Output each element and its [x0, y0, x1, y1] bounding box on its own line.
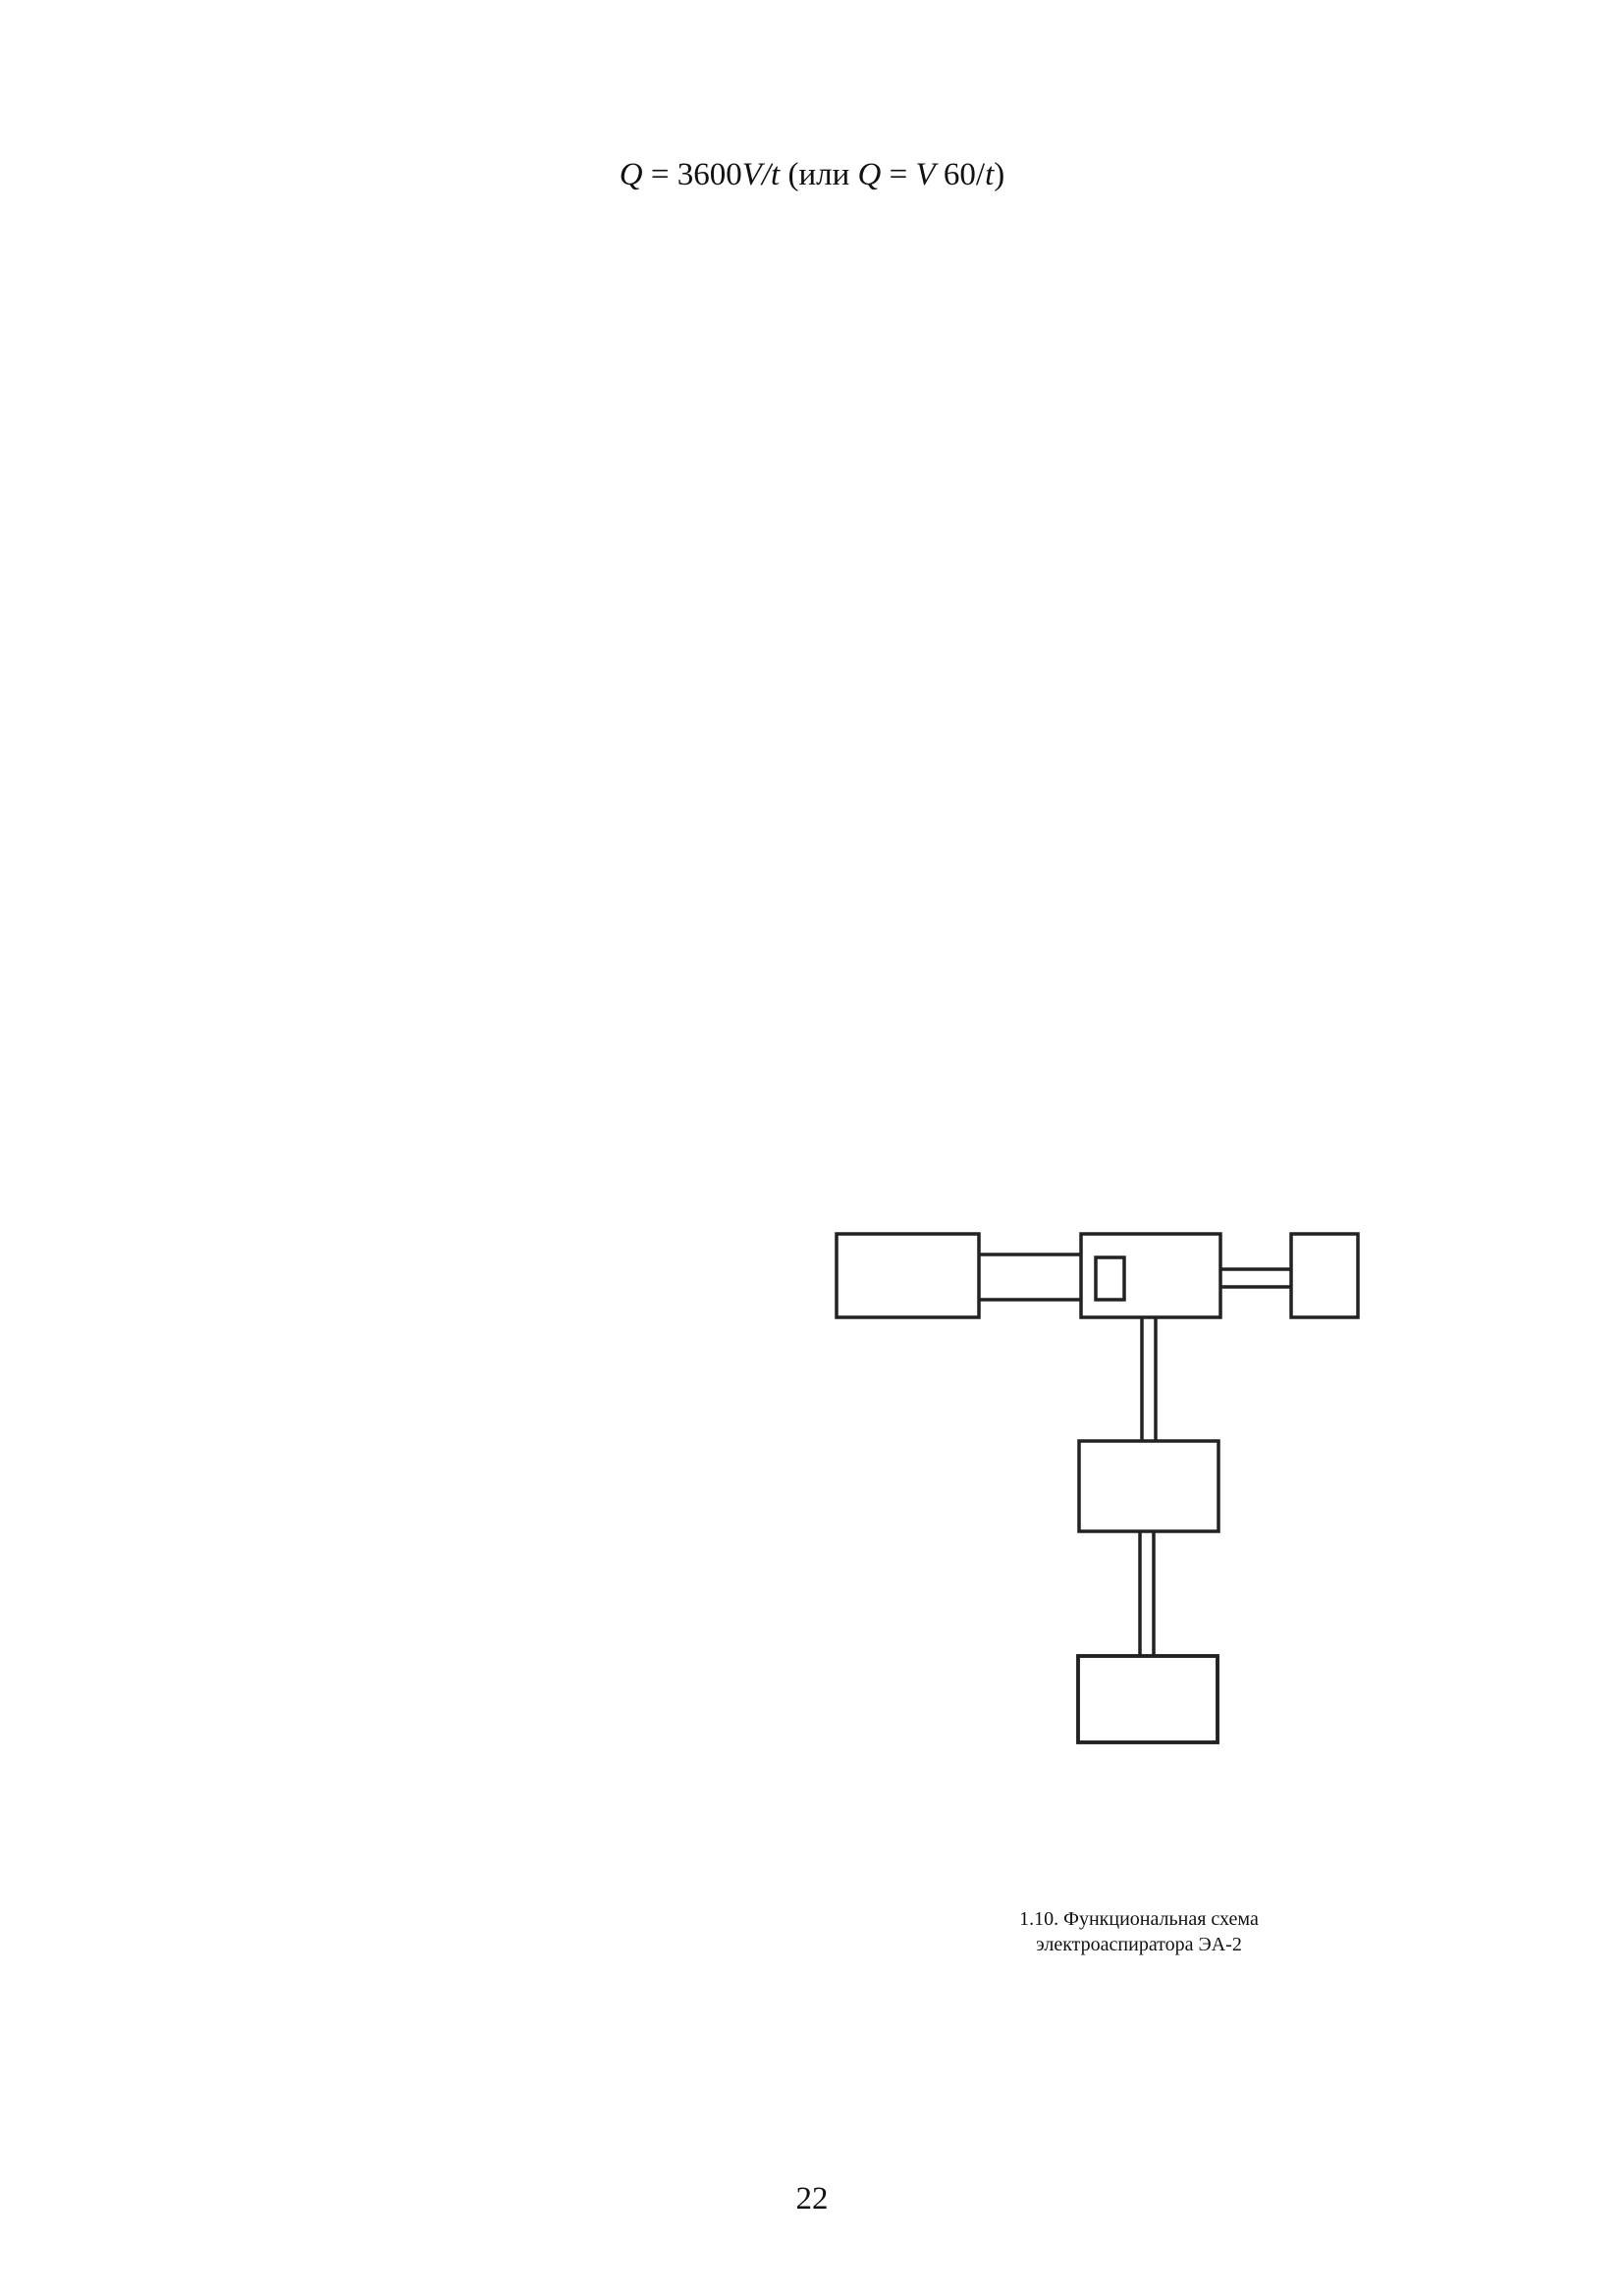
caption-line: 1.10. Функциональная схема: [1019, 1908, 1259, 1930]
formula-var-v: V: [741, 157, 762, 192]
caption-line: электроаспиратора ЭА-2: [1036, 1934, 1242, 1955]
block-4: [1079, 1441, 1218, 1531]
formula-var-t: t: [985, 157, 995, 192]
formula-part: 60/: [935, 157, 986, 192]
formula-part: ): [994, 157, 1005, 192]
formula-part: = 3600: [642, 157, 742, 192]
block-5: [1078, 1656, 1218, 1742]
formula-var-q: Q: [857, 157, 882, 192]
formula-var-v: V: [915, 157, 936, 192]
formula-var-q: Q: [619, 157, 643, 192]
block-1: [837, 1234, 979, 1317]
formula-part: =: [881, 157, 916, 192]
formula-part: (или: [780, 157, 858, 192]
block-2-inner: [1096, 1257, 1124, 1300]
block-2: [1081, 1234, 1220, 1317]
page-number: 22: [795, 2181, 829, 2216]
formula-part: /t: [761, 157, 781, 192]
figure-caption: [923, 1906, 1355, 1957]
block-3: [1291, 1234, 1358, 1317]
